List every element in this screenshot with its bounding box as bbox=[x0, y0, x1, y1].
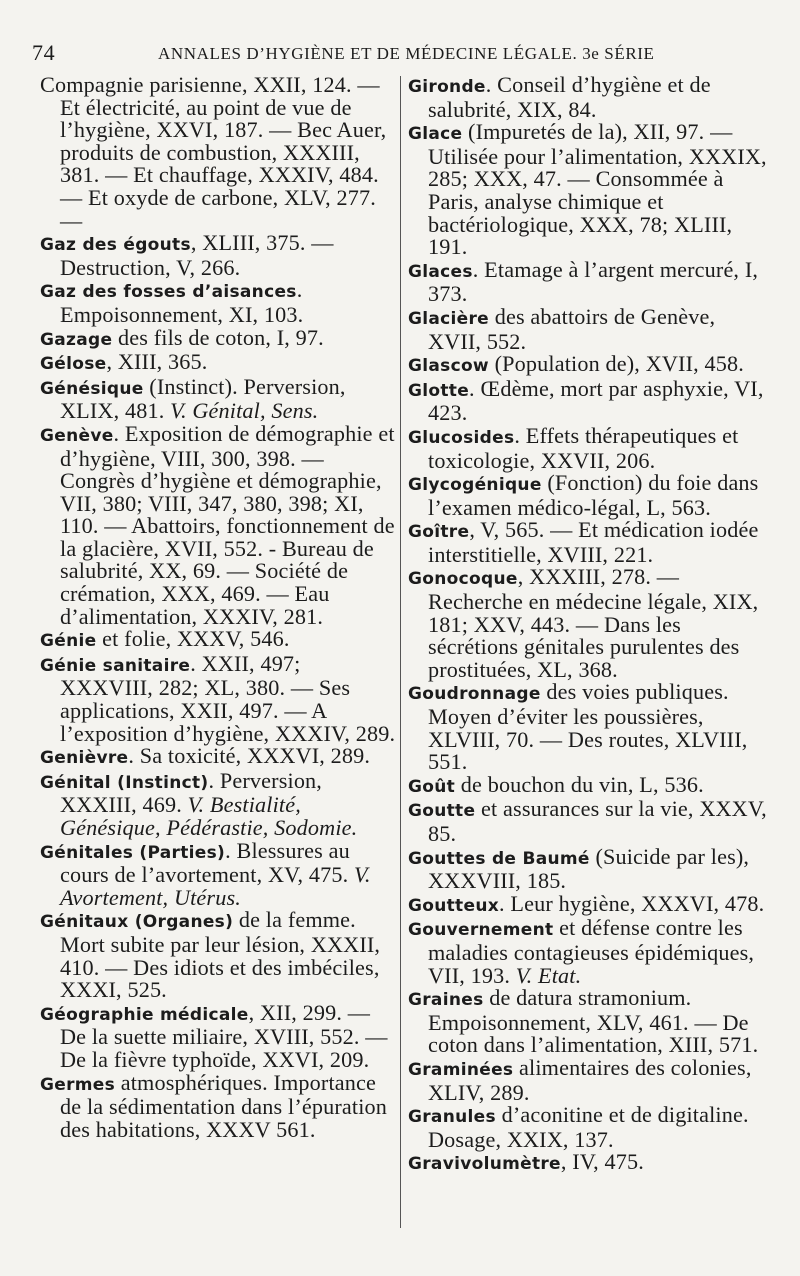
entry-text: (Fonction) du foie dans l’examen médico-légal, L, 563. bbox=[428, 470, 759, 520]
entry-text: et assurances sur la vie, XXXV, 85. bbox=[428, 796, 767, 846]
entry-text: . XXII, 497; XXXVIII, 282; XL, 380. — Ses applications, XXII, 497. — A l’exposition d’hygiène, XXXIV, 289. bbox=[60, 650, 396, 746]
entry-text: , IV, 475. bbox=[560, 1149, 644, 1175]
entry-text: . Exposition de démographie et d’hygiène, VIII, 300, 398. — Congrès d’hygiène et démographie, VII, 380; VIII, 347, 380, 398; XI, 110. — Abattoirs, fonctionnement de la glacière, XVII, 552. - Bureau de salubrité, XX, 69. — Société de crémation, XXX, 469. — Eau d’alimentation, XXXIV, 281. bbox=[60, 420, 395, 629]
entry-text: , XII, 299. — De la suette miliaire, XVIII, 552. — De la fièvre typhoïde, XXVI, 209. bbox=[60, 999, 388, 1072]
index-entry-glucosides bbox=[408, 422, 770, 473]
entry-text: des abattoirs de Genève, XVII, 552. bbox=[428, 303, 716, 354]
entry-text: . Œdème, mort par asphyxie, VI, 423. bbox=[428, 375, 764, 426]
entry-text: (Population de), XVII, 458. bbox=[488, 351, 744, 377]
entry-text: . Sa toxicité, XXXVI, 289. bbox=[128, 743, 371, 769]
entry-text: , XIII, 365. bbox=[106, 349, 208, 375]
entry-headword: Glucosides bbox=[408, 427, 515, 448]
index-entry-gaz-des-egouts bbox=[40, 232, 396, 279]
entry-text: . Leur hygiène, XXXVI, 478. bbox=[499, 890, 765, 916]
right-column bbox=[408, 74, 770, 1176]
entry-text: , V, 565. — Et médication iodée interstitielle, XVIII, 221. bbox=[428, 517, 759, 567]
entry-headword: Graminées bbox=[408, 1059, 514, 1080]
entry-headword: Gonocoque bbox=[408, 569, 518, 590]
entry-text: de la femme. Mort subite par leur lésion, XXXII, 410. — Des idiots et des imbéciles, XXXI, 525. bbox=[60, 907, 381, 1003]
entry-headword: Génital (Instinct) bbox=[40, 772, 209, 793]
entry-text: . Etamage à l’argent mercuré, I, 373. bbox=[428, 256, 759, 307]
index-entry-gonocoque bbox=[408, 566, 770, 681]
entry-headword: Gouvernement bbox=[408, 920, 554, 941]
entry-headword: Goutte bbox=[408, 801, 476, 822]
entry-text: (Suicide par les), XXXVIII, 185. bbox=[428, 843, 750, 894]
index-entry-gaz-des-fosses bbox=[40, 279, 396, 326]
index-entry-geographie bbox=[40, 999, 396, 1072]
entry-headword: Glaces bbox=[408, 261, 473, 282]
entry-headword: Glascow bbox=[408, 356, 489, 377]
index-entry-goudronnage bbox=[408, 681, 770, 773]
index-entry-glaces bbox=[408, 256, 770, 307]
entry-text: de datura stramonium. Empoisonnement, XLV, 461. — De coton dans l’alimentation, XIII, 571. bbox=[428, 985, 759, 1058]
entry-headword: Gouttes de Baumé bbox=[408, 848, 590, 869]
entry-text: (Impuretés de la), XII, 97. — Utilisée pour l’alimentation, XXXIX, 285; XXX, 47. — Consommée à Paris, analyse chimique et bactériologique, XXX, 78; XLIII, 191. bbox=[428, 119, 767, 260]
entry-text: . Empoisonnement, XI, 103. bbox=[60, 277, 304, 327]
entry-headword: Graines bbox=[408, 990, 484, 1011]
entry-headword: Goût bbox=[408, 776, 456, 797]
entry-headword: Gazage bbox=[40, 329, 113, 350]
index-entry-genitales bbox=[40, 837, 396, 910]
index-entry-graminees bbox=[408, 1054, 770, 1105]
entry-text: alimentaires des colonies, XLIV, 289. bbox=[428, 1054, 752, 1105]
index-entry-geneve bbox=[40, 420, 396, 629]
index-entry-gouvernement bbox=[408, 917, 770, 987]
entry-headword: Glacière bbox=[408, 308, 489, 329]
entry-text: d’aconitine et de digitaline. Dosage, XXIX, 137. bbox=[428, 1102, 749, 1152]
entry-cross-reference: V. Avortement, Utérus. bbox=[60, 862, 371, 910]
entry-text: des fils de coton, I, 97. bbox=[112, 324, 324, 350]
index-entry-goutteux bbox=[408, 890, 770, 918]
entry-headword: Gaz des fosses d’aisances bbox=[40, 282, 297, 303]
index-entry-gaz-cont bbox=[40, 74, 396, 232]
index-entry-genesique bbox=[40, 373, 396, 424]
entry-text: . Effets thérapeutiques et toxicologie, XXVII, 206. bbox=[428, 422, 739, 473]
page-header bbox=[30, 36, 770, 68]
entry-text: atmosphériques. Importance de la sédimentation dans l’épuration des habitations, XXXV 561. bbox=[60, 1069, 388, 1142]
entry-headword: Glace bbox=[408, 124, 463, 145]
entry-headword: Génitaux (Organes) bbox=[40, 912, 234, 933]
index-entry-glycogenique bbox=[408, 472, 770, 519]
index-entry-gelose bbox=[40, 351, 396, 376]
index-entry-gout bbox=[408, 771, 770, 799]
entry-headword: Gravivolumètre bbox=[408, 1154, 561, 1175]
entry-text: . Blessures au cours de l’avortement, XV, 475. bbox=[60, 837, 354, 888]
index-entry-glascow bbox=[408, 353, 770, 378]
index-entry-glotte bbox=[408, 375, 770, 426]
index-entry-glaciere bbox=[408, 303, 770, 354]
index-entry-genital bbox=[40, 767, 396, 840]
page-number: 74 bbox=[32, 40, 56, 65]
entry-text: Compagnie parisienne, XXII, 124. — Et électricité, au point de vue de l’hygiène, XXVI, 187. — Bec Auer, produits de combustion, XXXIII, 381. — Et chauffage, XXXIV, 484. — Et oxyde de carbone, XLV, 277. — bbox=[40, 72, 387, 233]
entry-text: , XXXIII, 278. — Recherche en médecine légale, XIX, 181; XXV, 443. — Dans les sécrétions génitales purulentes des prostituées, XL, 368. bbox=[428, 564, 759, 682]
index-entry-genievre bbox=[40, 745, 396, 770]
column-divider bbox=[400, 76, 401, 1228]
entry-headword: Génésique bbox=[40, 378, 144, 399]
entry-headword: Genève bbox=[40, 425, 114, 446]
entry-headword: Génie bbox=[40, 631, 97, 652]
index-entry-goutte bbox=[408, 798, 770, 845]
index-entry-genie bbox=[40, 628, 396, 653]
index-entry-gravivolumetre bbox=[408, 1151, 770, 1176]
entry-headword: Goître bbox=[408, 522, 470, 543]
index-entry-genie-sanitaire bbox=[40, 650, 396, 746]
entry-headword: Génitales (Parties) bbox=[40, 842, 226, 863]
index-entry-gazage bbox=[40, 324, 396, 352]
entry-headword: Germes bbox=[40, 1074, 116, 1095]
left-column bbox=[40, 74, 396, 1141]
index-entry-gironde bbox=[408, 74, 770, 121]
entry-text: et folie, XXXV, 546. bbox=[96, 626, 290, 652]
entry-text: , XLIII, 375. — Destruction, V, 266. bbox=[60, 230, 334, 280]
entry-text: (Instinct). Perversion, XLIX, 481. bbox=[60, 373, 346, 424]
entry-text: . Perversion, XXXIII, 469. bbox=[60, 767, 322, 818]
index-entry-gouttes-baume bbox=[408, 843, 770, 894]
entry-cross-reference: V. Génital, Sens. bbox=[170, 398, 319, 424]
entry-headword: Glycogénique bbox=[408, 475, 542, 496]
entry-cross-reference: V. Etat. bbox=[515, 962, 582, 988]
entry-cross-reference: V. Bestialité, Génésique, Pédérastie, Sodomie. bbox=[60, 792, 358, 840]
entry-text: de bouchon du vin, L, 536. bbox=[455, 771, 704, 797]
entry-headword: Glotte bbox=[408, 380, 470, 401]
index-entry-goitre bbox=[408, 519, 770, 566]
entry-headword: Gironde bbox=[408, 77, 486, 97]
index-entry-granules bbox=[408, 1104, 770, 1151]
entry-headword: Goudronnage bbox=[408, 684, 541, 705]
entry-text: des voies publiques. Moyen d’éviter les poussières, XLVIII, 70. — Des routes, XLVIII, 551. bbox=[428, 679, 748, 775]
index-entry-graines bbox=[408, 987, 770, 1057]
entry-headword: Gélose bbox=[40, 354, 107, 375]
index-entry-genitaux bbox=[40, 909, 396, 1001]
entry-headword: Goutteux bbox=[408, 895, 499, 916]
entry-headword: Genièvre bbox=[40, 748, 129, 769]
entry-headword: Granules bbox=[408, 1107, 496, 1128]
entry-text: et défense contre les maladies contagieuses épidémiques, VII, 193. bbox=[428, 915, 755, 988]
entry-headword: Génie sanitaire bbox=[40, 655, 191, 676]
running-title: ANNALES D’HYGIÈNE ET DE MÉDECINE LÉGALE. 3e SÉRIE bbox=[158, 44, 655, 63]
index-entry-glace bbox=[408, 121, 770, 259]
entry-headword: Géographie médicale bbox=[40, 1004, 249, 1025]
entry-headword: Gaz des égouts bbox=[40, 235, 191, 256]
entry-text: . Conseil d’hygiène et de salubrité, XIX, 84. bbox=[428, 72, 711, 122]
index-entry-germes bbox=[40, 1069, 396, 1142]
